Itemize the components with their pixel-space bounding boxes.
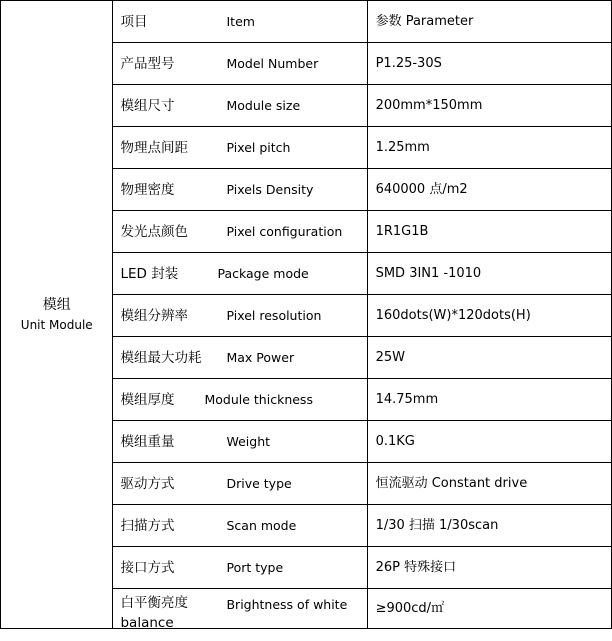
value-cell: 160dots(W)*120dots(H) xyxy=(367,295,611,337)
item-label-cn: 驱动方式 xyxy=(120,475,175,492)
item-label-en: Drive type xyxy=(226,475,292,491)
item-label-cn: 模组厚度 xyxy=(120,391,175,408)
value-cell: ≥900cd/㎡ xyxy=(367,589,611,629)
item-label-en: Pixels Density xyxy=(226,181,314,197)
item-label-cn: LED 封装 xyxy=(120,265,179,282)
value-cell: 1.25mm xyxy=(367,127,611,169)
item-label-cn: 扫描方式 xyxy=(120,517,175,534)
item-cell xyxy=(113,547,367,589)
item-cell xyxy=(113,1,367,43)
item-label-cn: 模组尺寸 xyxy=(120,97,175,114)
value-cell: 25W xyxy=(367,337,611,379)
value-cell: 1R1G1B xyxy=(367,211,611,253)
item-cell xyxy=(113,505,367,547)
item-label-cn: 模组重量 xyxy=(120,433,175,450)
value-cell: SMD 3IN1 -1010 xyxy=(367,253,611,295)
item-label-en: Pixel pitch xyxy=(226,139,291,155)
item-label-cn: 项目 xyxy=(120,13,148,30)
item-cell xyxy=(113,43,367,85)
item-cell xyxy=(113,127,367,169)
group-label-cn: 模组 xyxy=(42,296,71,313)
item-label-cn: 产品型号 xyxy=(120,55,175,72)
value-cell: 参数 Parameter xyxy=(367,1,611,43)
value-cell: 1/30 扫描 1/30scan xyxy=(367,505,611,547)
item-label-cn: 物理点间距 xyxy=(120,139,188,156)
item-label-en: Module thickness xyxy=(204,391,313,407)
item-label-en: Pixel configuration xyxy=(226,223,343,239)
item-label-cn: 模组分辨率 xyxy=(120,307,188,324)
value-cell: P1.25-30S xyxy=(367,43,611,85)
item-cell xyxy=(113,379,367,421)
value-cell: 0.1KG xyxy=(367,421,611,463)
item-label-en: Item xyxy=(226,13,255,29)
value-cell: 14.75mm xyxy=(367,379,611,421)
group-label-en: Unit Module xyxy=(20,317,93,332)
value-cell: 200mm*150mm xyxy=(367,85,611,127)
item-label-en: Pixel resolution xyxy=(226,307,322,323)
value-cell: 26P 特殊接口 xyxy=(367,547,611,589)
item-cell xyxy=(113,253,367,295)
item-label-en: Model Number xyxy=(226,55,319,71)
item-label-en: Weight xyxy=(226,433,271,449)
item-label-cn: 模组最大功耗 xyxy=(120,349,202,366)
item-label-en: Package mode xyxy=(217,265,309,281)
item-cell xyxy=(113,295,367,337)
table-row xyxy=(1,1,612,43)
value-cell: 640000 点/m2 xyxy=(367,169,611,211)
item-cell xyxy=(113,589,367,629)
item-cell xyxy=(113,421,367,463)
item-label-en: Module size xyxy=(226,97,301,113)
item-label-en: Scan mode xyxy=(226,517,297,533)
item-label-en: Brightness of white xyxy=(226,597,348,612)
item-label-en: Port type xyxy=(226,559,284,575)
item-label-cn: 接口方式 xyxy=(120,559,175,576)
item-cell xyxy=(113,85,367,127)
value-cell: 恒流驱动 Constant drive xyxy=(367,463,611,505)
item-label-cn: 发光点颜色 xyxy=(120,223,188,240)
item-label-cn: 白平衡亮度 balance xyxy=(120,595,188,631)
item-cell xyxy=(113,337,367,379)
item-cell xyxy=(113,169,367,211)
item-label-cn: 物理密度 xyxy=(120,181,175,198)
item-cell xyxy=(113,211,367,253)
item-cell xyxy=(113,463,367,505)
group-cell xyxy=(1,1,113,629)
item-label-en: Max Power xyxy=(226,349,295,365)
